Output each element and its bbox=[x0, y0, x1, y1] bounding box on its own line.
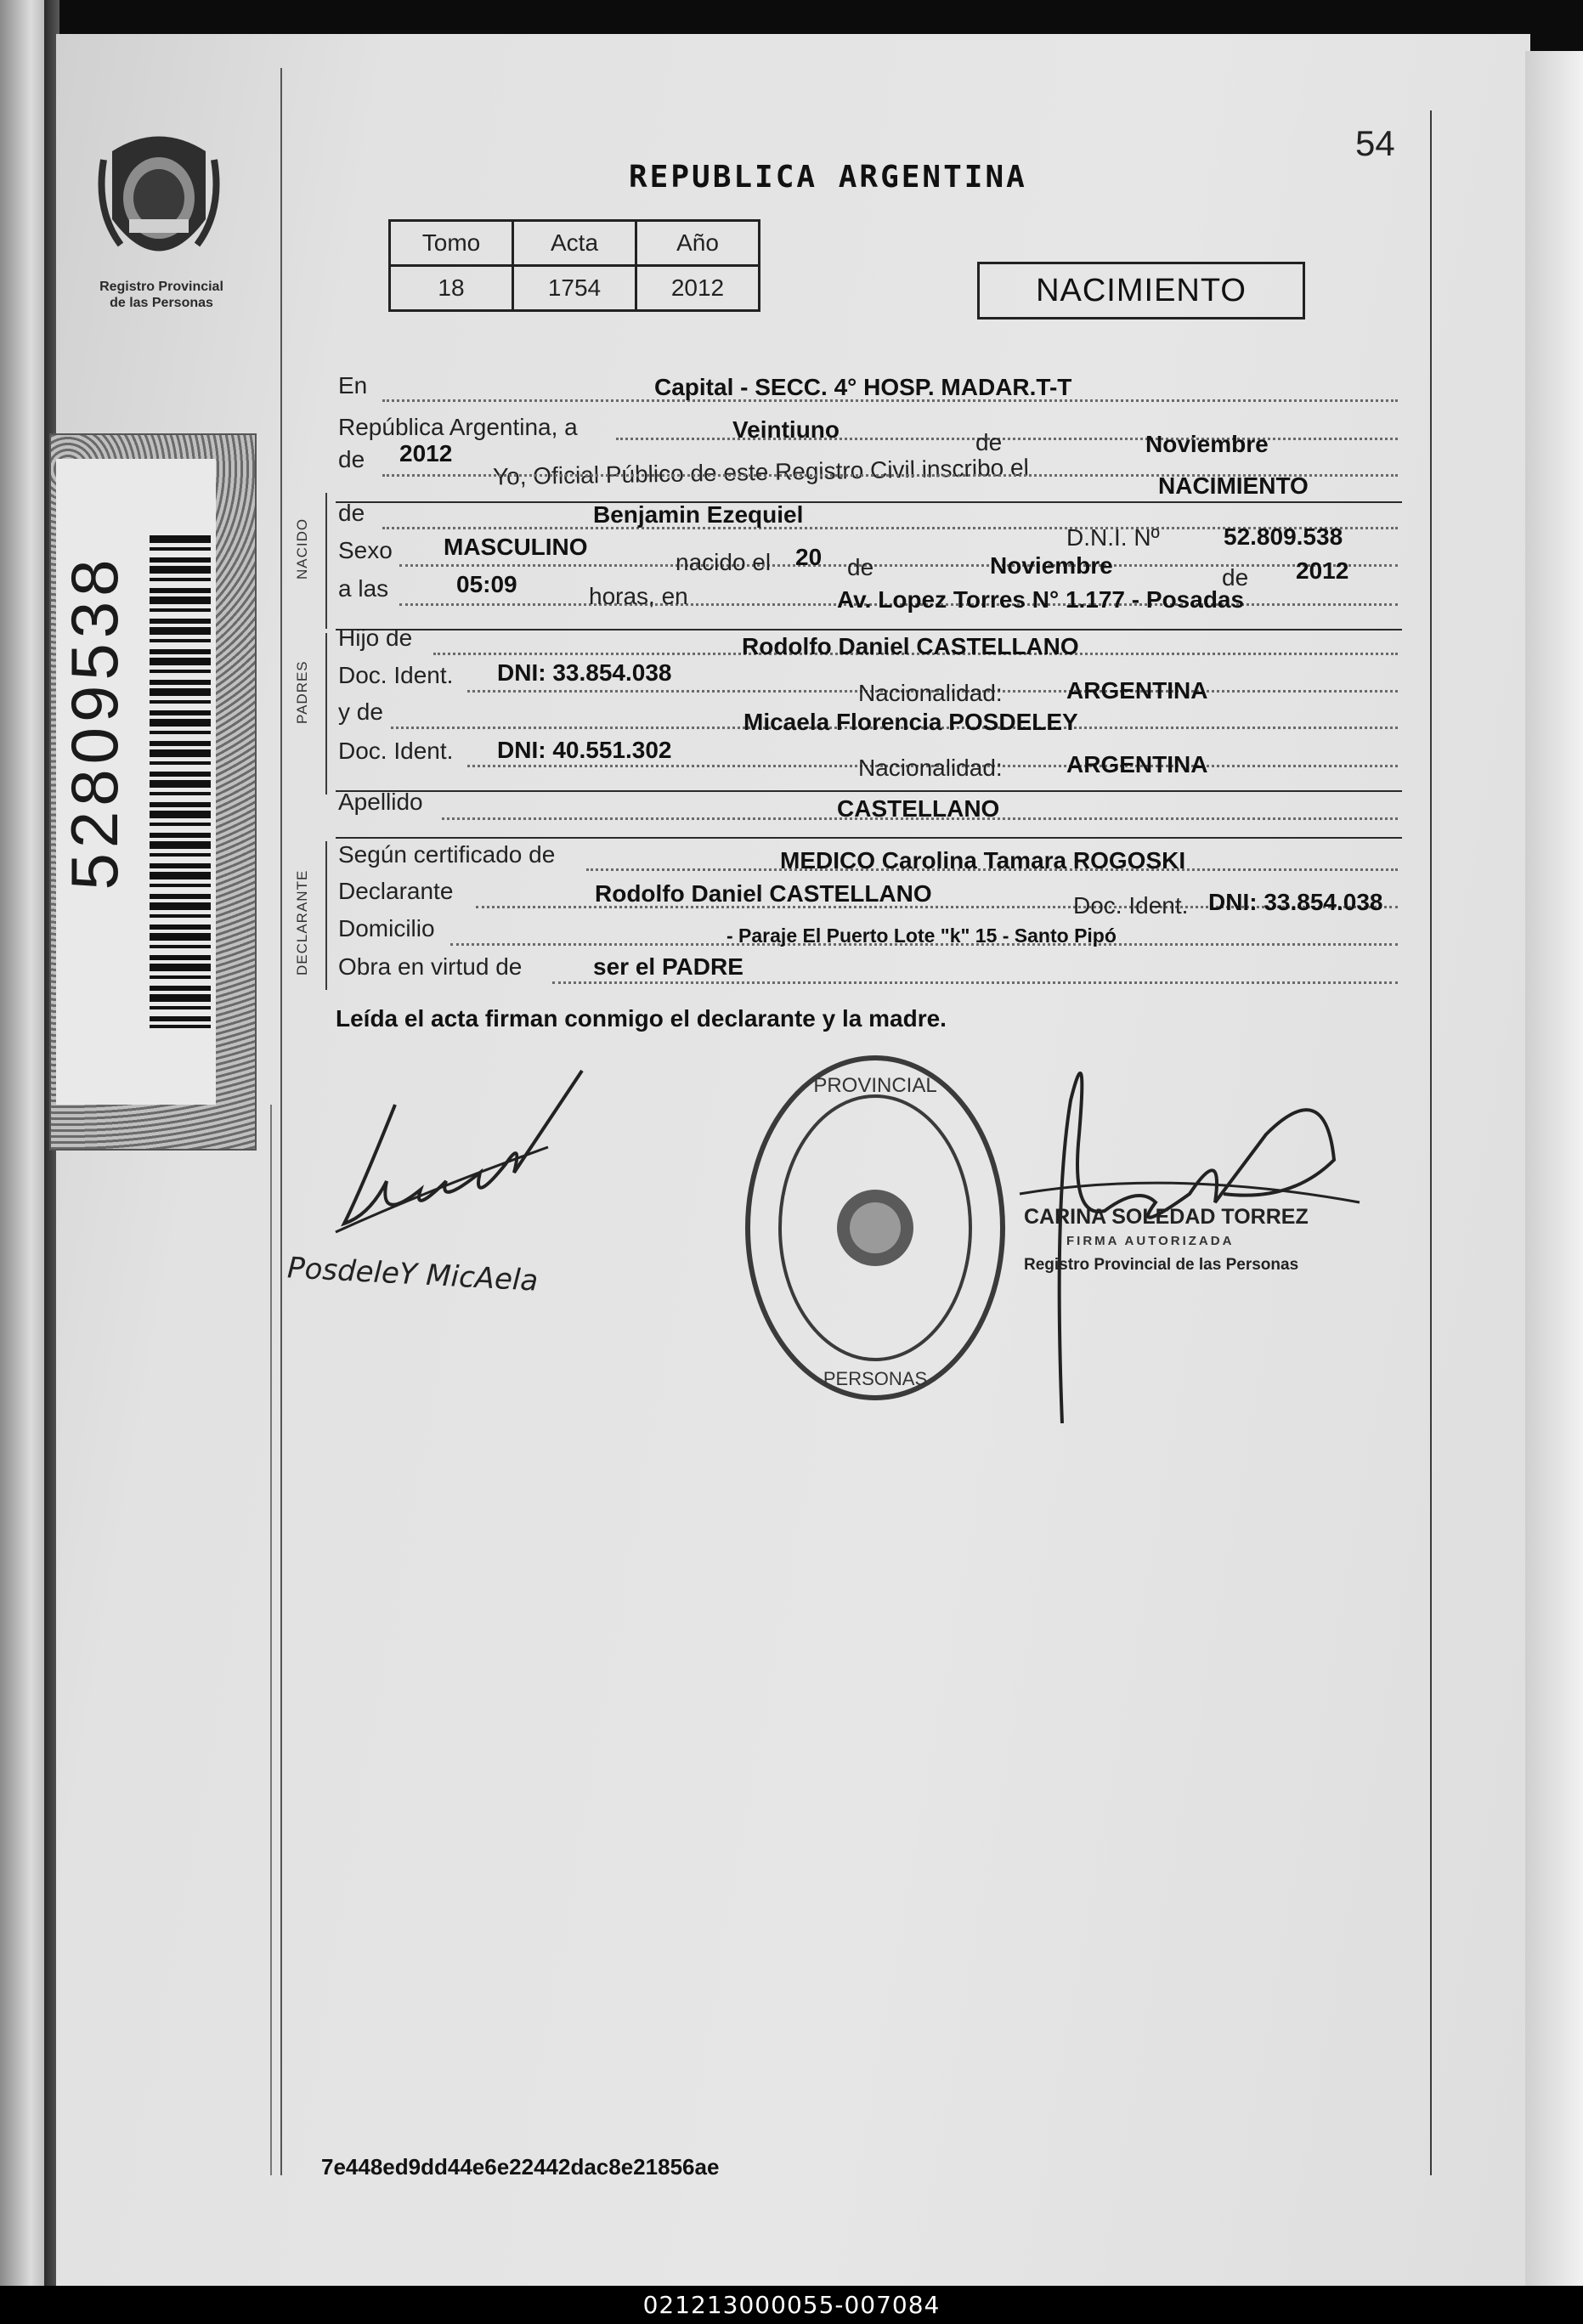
label-doc-ident-1: Doc. Ident. bbox=[338, 662, 454, 688]
value-mes: Noviembre bbox=[1145, 431, 1269, 457]
label-de-anio: de bbox=[338, 446, 365, 472]
label-declarante: Declarante bbox=[338, 878, 454, 904]
left-border-line bbox=[270, 1105, 272, 2175]
page-number: 54 bbox=[1355, 123, 1395, 163]
country-title: REPUBLICA ARGENTINA bbox=[629, 160, 1027, 195]
value-dia-texto: Veintiuno bbox=[732, 416, 840, 443]
label-yo-oficial: Yo, Oficial Público de este Registro Civil inscribo el bbox=[492, 454, 1030, 490]
value-mes-nac: Noviembre bbox=[990, 552, 1113, 579]
label-dni: D.N.I. Nº bbox=[1066, 524, 1160, 551]
label-nacionalidad-2: Nacionalidad: bbox=[858, 755, 1003, 781]
svg-text:PROVINCIAL: PROVINCIAL bbox=[813, 1074, 937, 1097]
value-padre: Rodolfo Daniel CASTELLANO bbox=[742, 633, 1079, 659]
label-en: En bbox=[338, 372, 368, 399]
dots-obra bbox=[552, 981, 1398, 984]
line-after-padres bbox=[336, 790, 1402, 792]
value-lugar-nac: Av. Lopez Torres N° 1.177 - Posadas bbox=[837, 586, 1245, 613]
section-divider-nacido bbox=[325, 493, 327, 629]
svg-text:PERSONAS: PERSONAS bbox=[823, 1368, 928, 1389]
register-type-box: NACIMIENTO bbox=[977, 262, 1305, 319]
value-lugar: Capital - SECC. 4° HOSP. MADAR.T-T bbox=[654, 374, 1072, 400]
registry-table bbox=[388, 219, 760, 312]
label-nacido-el: nacido el bbox=[676, 549, 772, 575]
label-apellido: Apellido bbox=[338, 789, 423, 815]
label-doc-ident-3: Doc. Ident. bbox=[1073, 892, 1189, 919]
line-after-header bbox=[336, 501, 1402, 503]
document-hash: 7e448ed9dd44e6e22442dac8e21856ae bbox=[321, 2154, 720, 2180]
label-a-las: a las bbox=[338, 575, 389, 602]
label-de-anio-nac: de bbox=[1222, 564, 1249, 591]
value-madre-nac: ARGENTINA bbox=[1066, 751, 1208, 777]
label-domicilio: Domicilio bbox=[338, 915, 435, 941]
barcode-number: 52809538 bbox=[57, 554, 132, 891]
value-virtud: ser el PADRE bbox=[593, 953, 743, 980]
label-sexo: Sexo bbox=[338, 537, 393, 563]
line-after-apellido bbox=[336, 837, 1402, 839]
issuer-caption bbox=[81, 279, 242, 311]
book-left-page-edge bbox=[0, 0, 44, 2286]
registry-table-header-row bbox=[390, 221, 760, 266]
value-dni: 52.809.538 bbox=[1224, 523, 1343, 550]
section-label-declarante: DECLARANTE bbox=[294, 869, 310, 975]
officer-org: Registro Provincial de las Personas bbox=[1024, 1256, 1299, 1274]
registry-table-value-row bbox=[390, 266, 760, 311]
header-acta: Acta bbox=[513, 221, 636, 266]
value-apellido: CASTELLANO bbox=[837, 795, 1000, 822]
issuer-caption-line1: Registro Provincial bbox=[99, 280, 223, 294]
issuer-caption-line2: de las Personas bbox=[110, 296, 213, 310]
value-sexo: MASCULINO bbox=[444, 534, 588, 560]
value-domicilio: - Paraje El Puerto Lote "k" 15 - Santo Pipó bbox=[726, 925, 1117, 947]
footer-code: 021213000055-007084 bbox=[642, 2291, 941, 2319]
value-declarante-doc: DNI: 33.854.038 bbox=[1208, 889, 1383, 915]
value-tipo-acta: NACIMIENTO bbox=[1158, 472, 1309, 499]
value-nombre: Benjamin Ezequiel bbox=[593, 501, 804, 528]
value-hora: 05:09 bbox=[456, 571, 517, 597]
province-crest-icon bbox=[95, 126, 223, 279]
book-right-page-edge bbox=[1525, 51, 1583, 2286]
label-hijo-de: Hijo de bbox=[338, 625, 413, 651]
label-de-nombre: de bbox=[338, 500, 365, 526]
value-anio-nac: 2012 bbox=[1296, 557, 1349, 584]
value-tomo: 18 bbox=[390, 266, 513, 311]
closing-text: Leída el acta firman conmigo el declarante y la madre. bbox=[336, 1005, 947, 1032]
left-margin-line bbox=[280, 68, 282, 2175]
value-anio: 2012 bbox=[399, 440, 453, 466]
value-madre: Micaela Florencia POSDELEY bbox=[743, 709, 1078, 735]
value-certificado: MEDICO Carolina Tamara ROGOSKI bbox=[780, 847, 1186, 874]
section-divider-declarante bbox=[325, 841, 327, 990]
label-obra-en-virtud: Obra en virtud de bbox=[338, 953, 523, 980]
officer-role: FIRMA AUTORIZADA bbox=[1066, 1234, 1235, 1248]
value-padre-doc: DNI: 33.854.038 bbox=[497, 659, 672, 686]
section-label-padres: PADRES bbox=[294, 660, 310, 724]
value-anio: 2012 bbox=[636, 266, 760, 311]
officer-name: CARINA SOLEDAD TORREZ bbox=[1024, 1205, 1309, 1229]
right-border-line bbox=[1430, 110, 1432, 2175]
dots-yo-oficial bbox=[382, 474, 1398, 477]
section-divider-padres bbox=[325, 633, 327, 794]
value-dia-nac: 20 bbox=[795, 544, 823, 570]
label-de-dia: de bbox=[847, 554, 874, 580]
handwritten-name: PosdeleY MicAela bbox=[286, 1251, 540, 1298]
label-segun-certificado: Según certificado de bbox=[338, 841, 556, 868]
value-declarante: Rodolfo Daniel CASTELLANO bbox=[595, 880, 932, 907]
label-nacionalidad-1: Nacionalidad: bbox=[858, 680, 1003, 706]
label-republica-a: República Argentina, a bbox=[338, 414, 578, 440]
value-padre-nac: ARGENTINA bbox=[1066, 677, 1208, 704]
label-y-de: y de bbox=[338, 698, 383, 725]
section-label-nacido: NACIDO bbox=[294, 517, 310, 580]
label-doc-ident-2: Doc. Ident. bbox=[338, 738, 454, 764]
barcode-bars bbox=[150, 535, 211, 1028]
label-horas-en: horas, en bbox=[589, 583, 688, 609]
value-madre-doc: DNI: 40.551.302 bbox=[497, 737, 672, 763]
header-tomo: Tomo bbox=[390, 221, 513, 266]
line-after-nacido bbox=[336, 629, 1402, 630]
value-acta: 1754 bbox=[513, 266, 636, 311]
label-de-mes: de bbox=[975, 429, 1003, 455]
declarante-signature-image bbox=[327, 1062, 599, 1258]
registry-seal-image bbox=[739, 1049, 1011, 1406]
header-anio: Año bbox=[636, 221, 760, 266]
